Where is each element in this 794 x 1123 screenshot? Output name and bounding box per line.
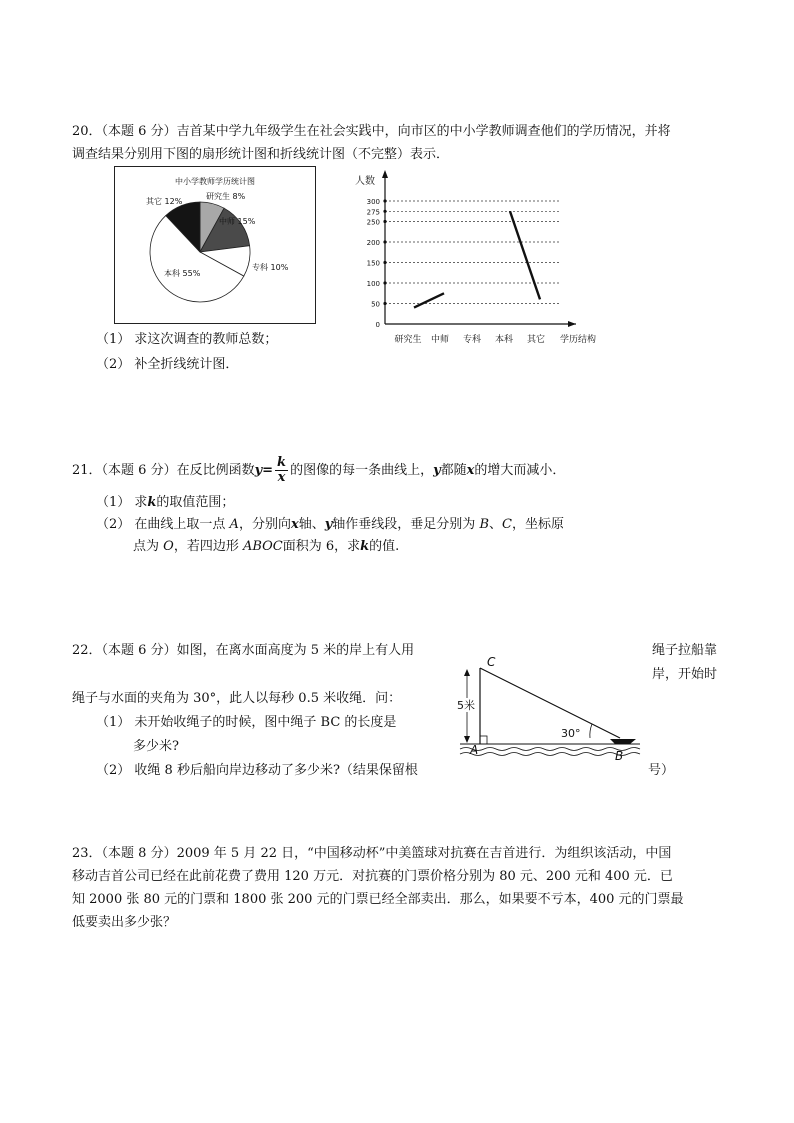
q22-sub1: （1） 未开始收绳子的时候，图中绳子 BC 的长度是 <box>96 715 397 730</box>
pie-label-2: 中师 15% <box>219 217 256 226</box>
y-tick-label-100: 100 <box>366 280 380 288</box>
q21-sub1 <box>96 491 234 510</box>
q22-line1-right: 绳子拉船靠 <box>652 643 718 658</box>
boat-diagram <box>440 650 650 765</box>
q21-fraction <box>275 456 288 485</box>
boat-shape <box>610 739 636 744</box>
q23-line3: 知 2000 张 80 元的门票和 1800 张 200 元的门票已经全部卖出．那么，如果要不亏本，400 元的门票最 <box>72 892 684 907</box>
q21-l3-t3: 面积为 6，求 <box>282 539 361 554</box>
y-tick-label-300: 300 <box>366 198 380 206</box>
y-tick-label-275: 275 <box>366 208 380 217</box>
angle-arc <box>590 724 592 738</box>
q21-sub2-x: x <box>290 517 299 532</box>
pie-label-1: 研究生 8% <box>206 192 246 201</box>
pie-label-4: 本科 55% <box>164 269 201 278</box>
x-axis-arrow <box>568 321 576 327</box>
y-tick-label-250: 250 <box>366 218 380 227</box>
q21-sub2-line2 <box>133 535 399 554</box>
water-wave-1 <box>460 748 640 751</box>
x-tick-label-3: 专科 <box>462 335 482 345</box>
q21-sub2-t3: 轴、 <box>298 517 325 532</box>
q23-line2: 移动吉首公司已经在此前花费了费用 120 万元．对抗赛的门票价格分别为 80 元、200 元和 400 元．已 <box>72 869 673 884</box>
q21-sub2-t1: （2） 在曲线上取一点 <box>96 517 230 532</box>
q21-sub2-y: y <box>324 517 333 532</box>
q20-line1: 20．（本题 6 分）吉首某中学九年级学生在社会实践中，向市区的中小学教师调查他们的学历情况，并将 <box>72 124 671 139</box>
q23-line4: 低要卖出多少张？ <box>72 915 177 930</box>
q21-y2: y <box>433 463 441 478</box>
q21-l3-t1: 点为 <box>133 539 164 554</box>
y-tick-label-200: 200 <box>366 239 380 247</box>
q21-sub2-B: B <box>479 517 489 532</box>
series-line-1 <box>414 293 444 307</box>
x-tick-label-5: 其它 <box>526 335 546 345</box>
q21-sub2 <box>96 513 564 532</box>
q21-mid: 的图像的每一条曲线上， <box>290 463 434 478</box>
x-tick-label-4: 本科 <box>494 335 514 345</box>
y-axis-label: 人数 <box>355 176 375 187</box>
q21-numerator-k: k <box>277 455 287 470</box>
q21-post: 的增大而减小． <box>474 463 566 478</box>
point-B-label: B <box>615 749 624 763</box>
q21-l3-t2: ，若四边形 <box>173 539 243 554</box>
x-axis-label: 学历结构 <box>560 335 597 345</box>
line-chart <box>350 166 610 348</box>
y-tick-label-0: 0 <box>375 321 380 329</box>
right-angle-mark <box>480 736 487 744</box>
point-C-label: C <box>487 655 496 669</box>
height-label: 5米 <box>457 699 475 712</box>
q21-sub2-t5: 、 <box>489 517 503 532</box>
q22-sub1-line2: 多少米? <box>133 739 179 754</box>
q21-sub2-t2: ，分别向 <box>238 517 291 532</box>
y-tick-label-150: 150 <box>366 259 380 268</box>
q21-sub1-text: （1） 求 <box>96 495 148 510</box>
q22-sub2: （2） 收绳 8 秒后船向岸边移动了多少米?（结果保留根 <box>96 763 418 778</box>
q22-line2-right: 岸，开始时 <box>652 667 718 682</box>
water-wave-2 <box>460 753 640 756</box>
series-line-2 <box>510 211 540 299</box>
pie-label-3: 专科 10% <box>252 263 289 272</box>
q21-l3-O: O <box>163 539 174 554</box>
height-arrow-up <box>464 669 470 676</box>
y-axis-arrow <box>382 170 388 178</box>
q21-l3-ABOC: ABOC <box>242 539 283 554</box>
q21-sub2-C: C <box>502 517 512 532</box>
q21-mid2: 都随 <box>440 463 467 478</box>
q21-sub2-t4: 轴作垂线段，垂足分别为 <box>332 517 480 532</box>
rope-line <box>480 668 620 738</box>
q21-x2: x <box>466 463 475 478</box>
q21-eq: = <box>262 463 274 478</box>
q20-sub1: （1） 求这次调查的教师总数； <box>96 332 278 347</box>
q20-line2: 调查结果分别用下图的扇形统计图和折线统计图（不完整）表示． <box>72 147 450 162</box>
q22-sub2-right: 号） <box>648 763 675 778</box>
q21-l3-k: k <box>360 539 370 554</box>
q21-denominator-x: x <box>277 470 286 485</box>
point-A-label: A <box>470 743 479 757</box>
q22-line1: 22．（本题 6 分）如图，在离水面高度为 5 米的岸上有人用 <box>72 643 415 658</box>
q21-sub1-text2: 的取值范围； <box>156 495 235 510</box>
q23-line1: 23．（本题 8 分）2009 年 5 月 22 日，“中国移动杯”中美篮球对抗赛在吉首进行．为组织该活动，中国 <box>72 846 672 861</box>
q21-line1 <box>72 456 565 485</box>
q21-sub2-A: A <box>229 517 239 532</box>
x-tick-label-1: 研究生 <box>394 335 422 345</box>
q21-l3-t4: 的值. <box>369 539 400 554</box>
q21-sub1-k: k <box>147 495 157 510</box>
q20-sub2: （2） 补全折线统计图． <box>96 357 239 372</box>
q21-pre: 21．（本题 6 分）在反比例函数 <box>72 463 255 478</box>
q22-line3: 绳子与水面的夹角为 30°，此人以每秒 0.5 米收绳．问： <box>72 691 402 706</box>
y-tick-label-50: 50 <box>371 300 380 309</box>
angle-label: 30° <box>561 727 581 740</box>
q21-sub2-t6: ，坐标原 <box>511 517 564 532</box>
pie-chart <box>114 166 316 324</box>
q21-y: y <box>254 463 263 478</box>
pie-chart-title: 中小学教师学历统计图 <box>175 177 255 186</box>
x-tick-label-2: 中师 <box>430 335 450 345</box>
height-arrow-down <box>464 736 470 743</box>
pie-label-5: 其它 12% <box>146 197 183 206</box>
